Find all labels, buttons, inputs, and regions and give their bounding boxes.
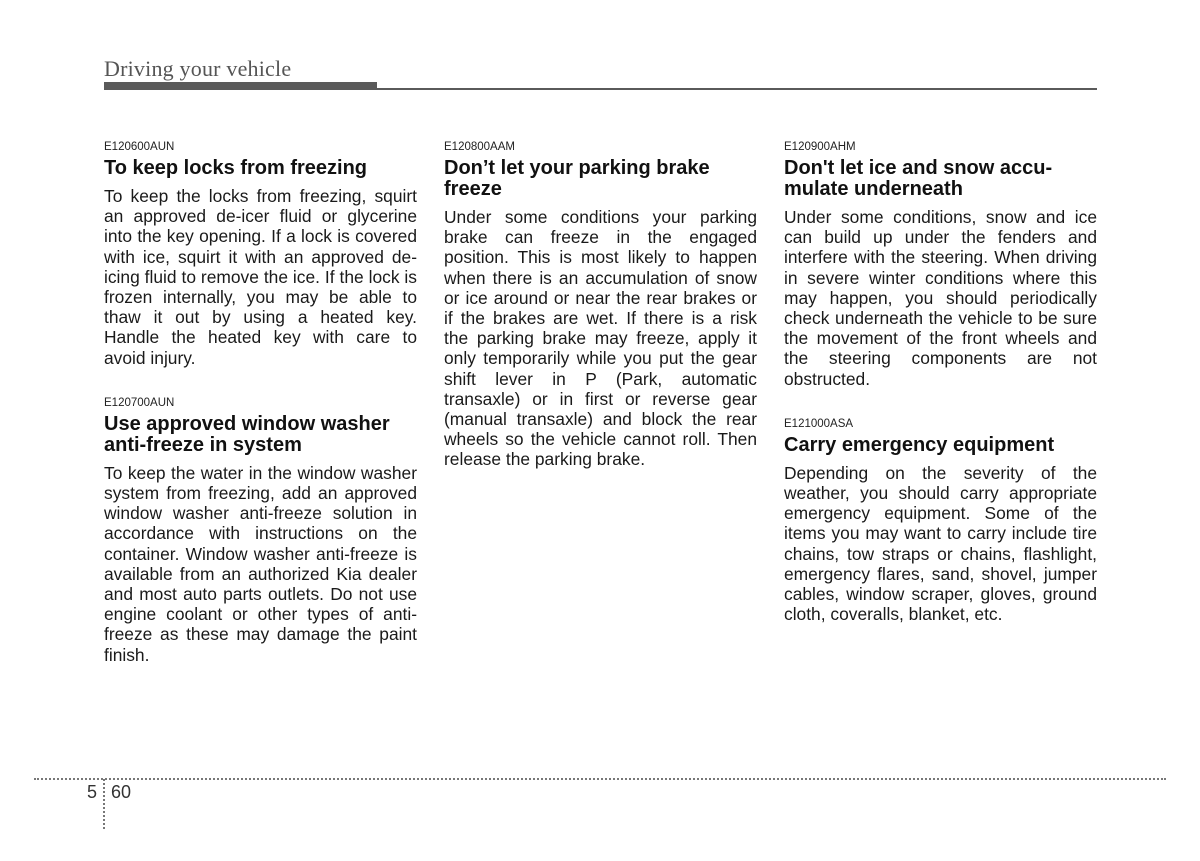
section-code: E120800AAM (444, 141, 515, 153)
section-heading: Use approved window washer anti-freeze in system (104, 412, 390, 456)
page-header-title: Driving your vehicle (104, 56, 292, 81)
section-emergency-equipment (784, 417, 1097, 625)
column-2 (444, 140, 757, 498)
section-body: To keep the water in the window washer system from freezing, add an approved window washer anti-freeze solution in accordance with instructions on the container. Window washer anti-freeze is available from an authorized Kia dealer and most auto parts outlets. Do not use engine coolant or other types of anti-freeze as these may damage the paint finish. (104, 462, 417, 665)
footer-page-number: 60 (111, 782, 132, 802)
section-heading: To keep locks from freezing (104, 157, 368, 179)
section-heading: Don’t let your parking brake freeze (444, 157, 710, 200)
section-body: Under some conditions, snow and ice can build up under the fenders and interfere with the steering. When driving in severe winter conditions where this may happen, you should periodically check underneath the vehicle to be sure the movement of the front wheels and the steering components are not obstructed. (784, 207, 1097, 389)
section-code: E121000ASA (784, 417, 854, 430)
section-body: Depending on the severity of the weather, you should carry appropriate emergency equipment. Some of the items you may want to carry include tire chains, tow straps or chains, flashlight, emergency flares, sand, shovel, jumper cables, window scraper, gloves, ground cloth, coveralls, blanket, etc. (784, 462, 1097, 625)
footer-dotted-rule (34, 778, 1166, 780)
footer-section-number: 5 (87, 782, 98, 802)
footer-dotted-divider (103, 779, 105, 829)
section-washer-antifreeze (104, 396, 417, 665)
column-1 (104, 140, 417, 693)
section-body: Under some conditions your parking brake can freeze in the engaged position. This is most likely to happen when there is an accumulation of snow or ice around or near the rear brakes or if the brakes are wet. If there is a risk the parking brake may freeze, apply it only temporarily while you put the gear shift lever in P (Park, automatic transaxle) or in first or reverse gear (manual transaxle) and block the rear wheels so the vehicle cannot roll. Then release the parking brake. (444, 207, 757, 470)
column-3 (784, 140, 1097, 652)
section-ice-snow-underneath (784, 140, 1097, 389)
section-code: E120700AUN (104, 396, 175, 409)
section-code: E120600AUN (104, 141, 175, 153)
section-heading: Carry emergency equipment (784, 433, 1055, 456)
section-parking-brake (444, 140, 757, 470)
section-body: To keep the locks from freezing, squirt an approved de-icer fluid or glycerine into the key opening. If a lock is covered with ice, squirt it with an approved de-icing fluid to remove the ice. If the lock is frozen internally, you may be able to thaw it out by using a heated key. Handle the heated key with care to avoid injury. (104, 186, 417, 368)
section-code: E120900AHM (784, 141, 856, 153)
section-heading: Don't let ice and snow accumulate underneath (784, 157, 1053, 200)
section-locks-freezing (104, 140, 417, 368)
header-rule-thin (104, 88, 1097, 90)
